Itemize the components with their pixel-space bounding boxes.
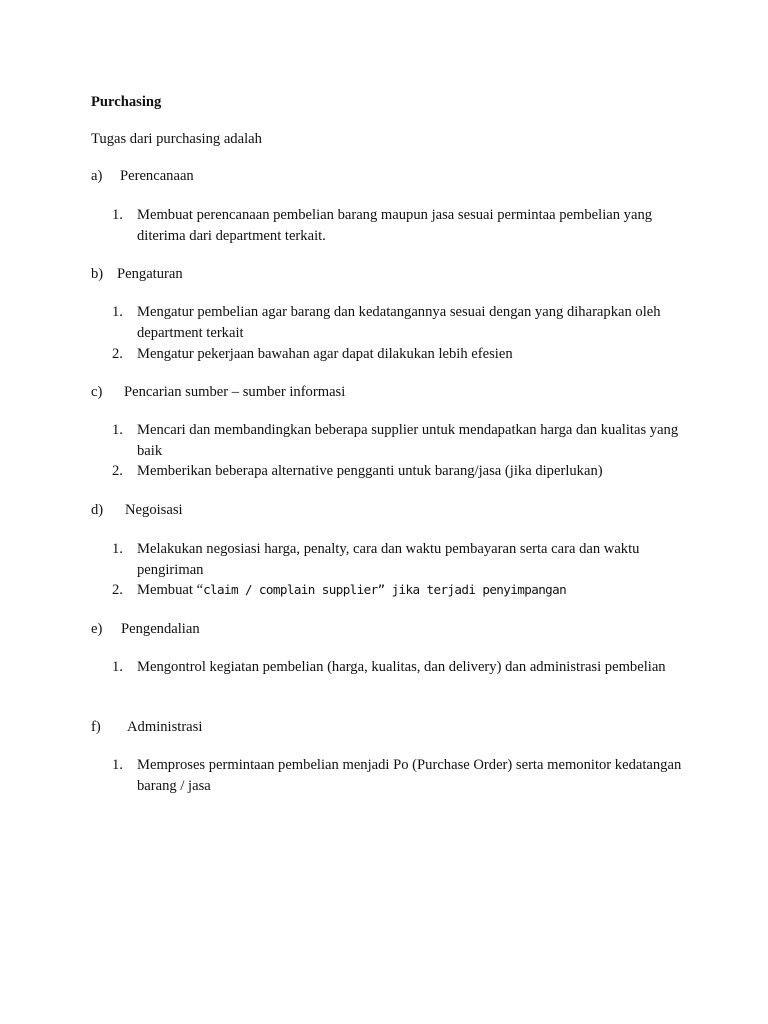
section-title: Perencanaan — [120, 168, 194, 184]
section-title: Pengaturan — [117, 266, 183, 282]
item-text: Memproses permintaan pembelian menjadi Po (Purchase Order) serta memonitor kedatangan barang / jasa — [137, 757, 682, 794]
section-heading-e — [91, 619, 200, 639]
item-text: Mengatur pembelian agar barang dan kedatangannya sesuai dengan yang diharapkan oleh department terkait — [137, 304, 661, 341]
item-number: 1. — [112, 207, 123, 223]
list-item — [112, 461, 702, 482]
section-heading-a — [91, 166, 194, 186]
document-title: Purchasing — [91, 94, 162, 110]
list-item — [112, 755, 702, 796]
section-heading-c — [91, 382, 346, 402]
section-letter: e) — [91, 621, 103, 637]
section-letter: d) — [91, 502, 104, 518]
item-number: 2. — [112, 346, 123, 362]
section-title: Administrasi — [127, 719, 203, 735]
item-text: Mencari dan membandingkan beberapa supplier untuk mendapatkan harga dan kualitas yang baik — [137, 422, 679, 459]
list-item — [112, 539, 702, 580]
section-letter: f) — [91, 719, 101, 735]
section-letter: a) — [91, 168, 103, 184]
intro-text: Tugas dari purchasing adalah — [91, 131, 262, 147]
section-title: Pengendalian — [121, 621, 200, 637]
item-text — [137, 580, 702, 601]
item-number: 1. — [112, 659, 123, 675]
item-text: Mengontrol kegiatan pembelian (harga, kualitas, dan delivery) dan administrasi pembelian — [137, 659, 666, 675]
list-item — [112, 205, 702, 246]
item-text-mono: claim / complain supplier” jika terjadi penyimpangan — [203, 582, 567, 597]
item-text: Memberikan beberapa alternative pengganti untuk barang/jasa (jika diperlukan) — [137, 463, 603, 479]
section-heading-d — [91, 500, 183, 520]
item-text: Membuat perencanaan pembelian barang maupun jasa sesuai permintaa pembelian yang diterima dari department terkait. — [137, 207, 653, 244]
item-number: 2. — [112, 463, 123, 479]
item-number: 1. — [112, 422, 123, 438]
item-text: Mengatur pekerjaan bawahan agar dapat dilakukan lebih efesien — [137, 346, 513, 362]
section-letter: c) — [91, 384, 103, 400]
list-item — [112, 657, 702, 678]
item-text-prefix: Membuat “ — [137, 582, 204, 598]
list-item — [112, 420, 702, 461]
section-letter: b) — [91, 266, 104, 282]
item-text: Melakukan negosiasi harga, penalty, cara dan waktu pembayaran serta cara dan waktu pengiriman — [137, 541, 640, 578]
section-title: Pencarian sumber – sumber informasi — [124, 384, 346, 400]
section-heading-b — [91, 264, 183, 284]
item-number: 1. — [112, 541, 123, 557]
section-heading-f — [91, 717, 203, 737]
item-number: 1. — [112, 304, 123, 320]
section-title: Negoisasi — [125, 502, 183, 518]
list-item — [112, 302, 702, 343]
list-item — [112, 580, 702, 601]
list-item — [112, 344, 702, 365]
item-number: 2. — [112, 582, 123, 598]
item-number: 1. — [112, 757, 123, 773]
